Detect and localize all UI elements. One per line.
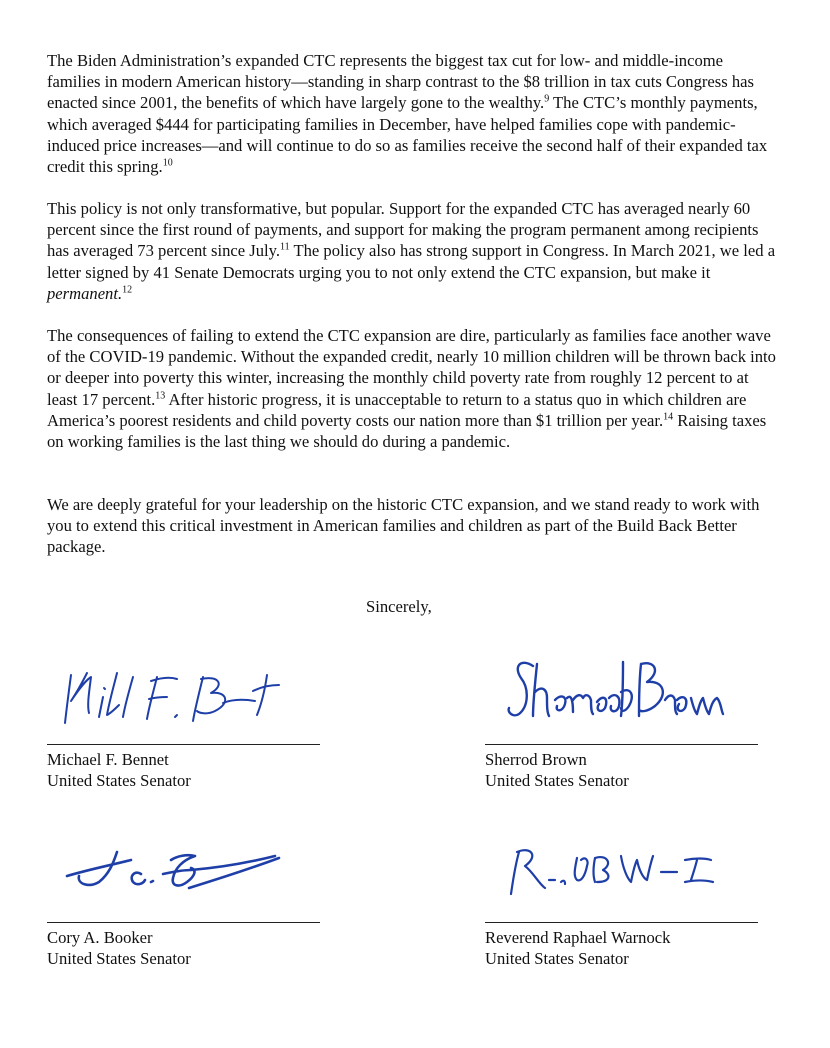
closing: Sincerely, [366, 597, 432, 616]
signatory-title: United States Senator [47, 949, 191, 968]
paragraph-1-text-a: The Biden Administration’s expanded CTC represents the biggest tax cut for low- and middle-income families in modern American history—standing in sharp contrast to the $8 trillion in tax cuts Congress has enacted since 2001, the benefits of which have largely gone to the wealthy. [47, 51, 754, 113]
footnote-ref: 10 [162, 157, 173, 169]
signatory-title: United States Senator [47, 771, 191, 790]
footnote-ref: 12 [122, 284, 133, 296]
signature-warnock [485, 830, 745, 910]
paragraph-4: We are deeply grateful for your leadership on the historic CTC expansion, and we stand ready to work with you to extend this critical investment in American families and children as part of the Build Back Better package. [47, 495, 760, 557]
signature-line [485, 744, 758, 745]
footnote-ref: 9 [544, 93, 550, 105]
signatory-name: Reverend Raphael Warnock [485, 928, 671, 947]
signatory-title: United States Senator [485, 949, 629, 968]
paragraph-2 [47, 198, 777, 304]
paragraph-3-text-a: The consequences of failing to extend the CTC expansion are dire, particularly as families face another wave of the COVID-19 pandemic. Without the expanded credit, nearly 10 million children will be thrown back into or deeper into poverty this winter, increasing the monthly child poverty rate from roughly 12 percent to at least 17 percent. [47, 326, 776, 409]
emphasis-permanent: permanent. [47, 283, 123, 303]
signature-line [47, 744, 320, 745]
signatory-name: Cory A. Booker [47, 928, 153, 947]
paragraph-1-text-b: The CTC’s monthly payments, which averaged $444 for participating families in December, have helped families cope with pandemic-induced price increases—and will continue to do so as families receive the second half of their expanded tax credit this spring. [47, 93, 768, 177]
paragraph-3-text-c: Raising taxes on working families is the last thing we should do during a pandemic. [47, 410, 767, 452]
paragraph-1 [47, 50, 777, 177]
paragraph-3 [47, 325, 777, 452]
paragraph-2-text-b: The policy also has strong support in Congress. In March 2021, we led a letter signed by 41 Senate Democrats urging you to not only extend the CTC expansion, but make it [47, 241, 776, 282]
paragraph-2-text-a: This policy is not only transformative, but popular. Support for the expanded CTC has averaged nearly 60 percent since the first round of payments, and support for making the program permanent among recipients has averaged 73 percent since July. [47, 199, 759, 261]
signature-booker [47, 830, 307, 910]
signature-bennet [47, 655, 307, 735]
signature-line [47, 922, 320, 923]
signatory-title: United States Senator [485, 771, 629, 790]
signatory-name: Michael F. Bennet [47, 750, 169, 769]
signature-brown [485, 650, 745, 735]
signatory-name: Sherrod Brown [485, 750, 587, 769]
footnote-ref: 11 [280, 241, 290, 253]
signature-line [485, 922, 758, 923]
footnote-ref: 13 [155, 390, 166, 402]
footnote-ref: 14 [663, 411, 674, 423]
paragraph-3-text-b: After historic progress, it is unacceptable to return to a status quo in which children are America’s poorest residents and child poverty costs our nation more than $1 trillion per year. [47, 389, 747, 430]
